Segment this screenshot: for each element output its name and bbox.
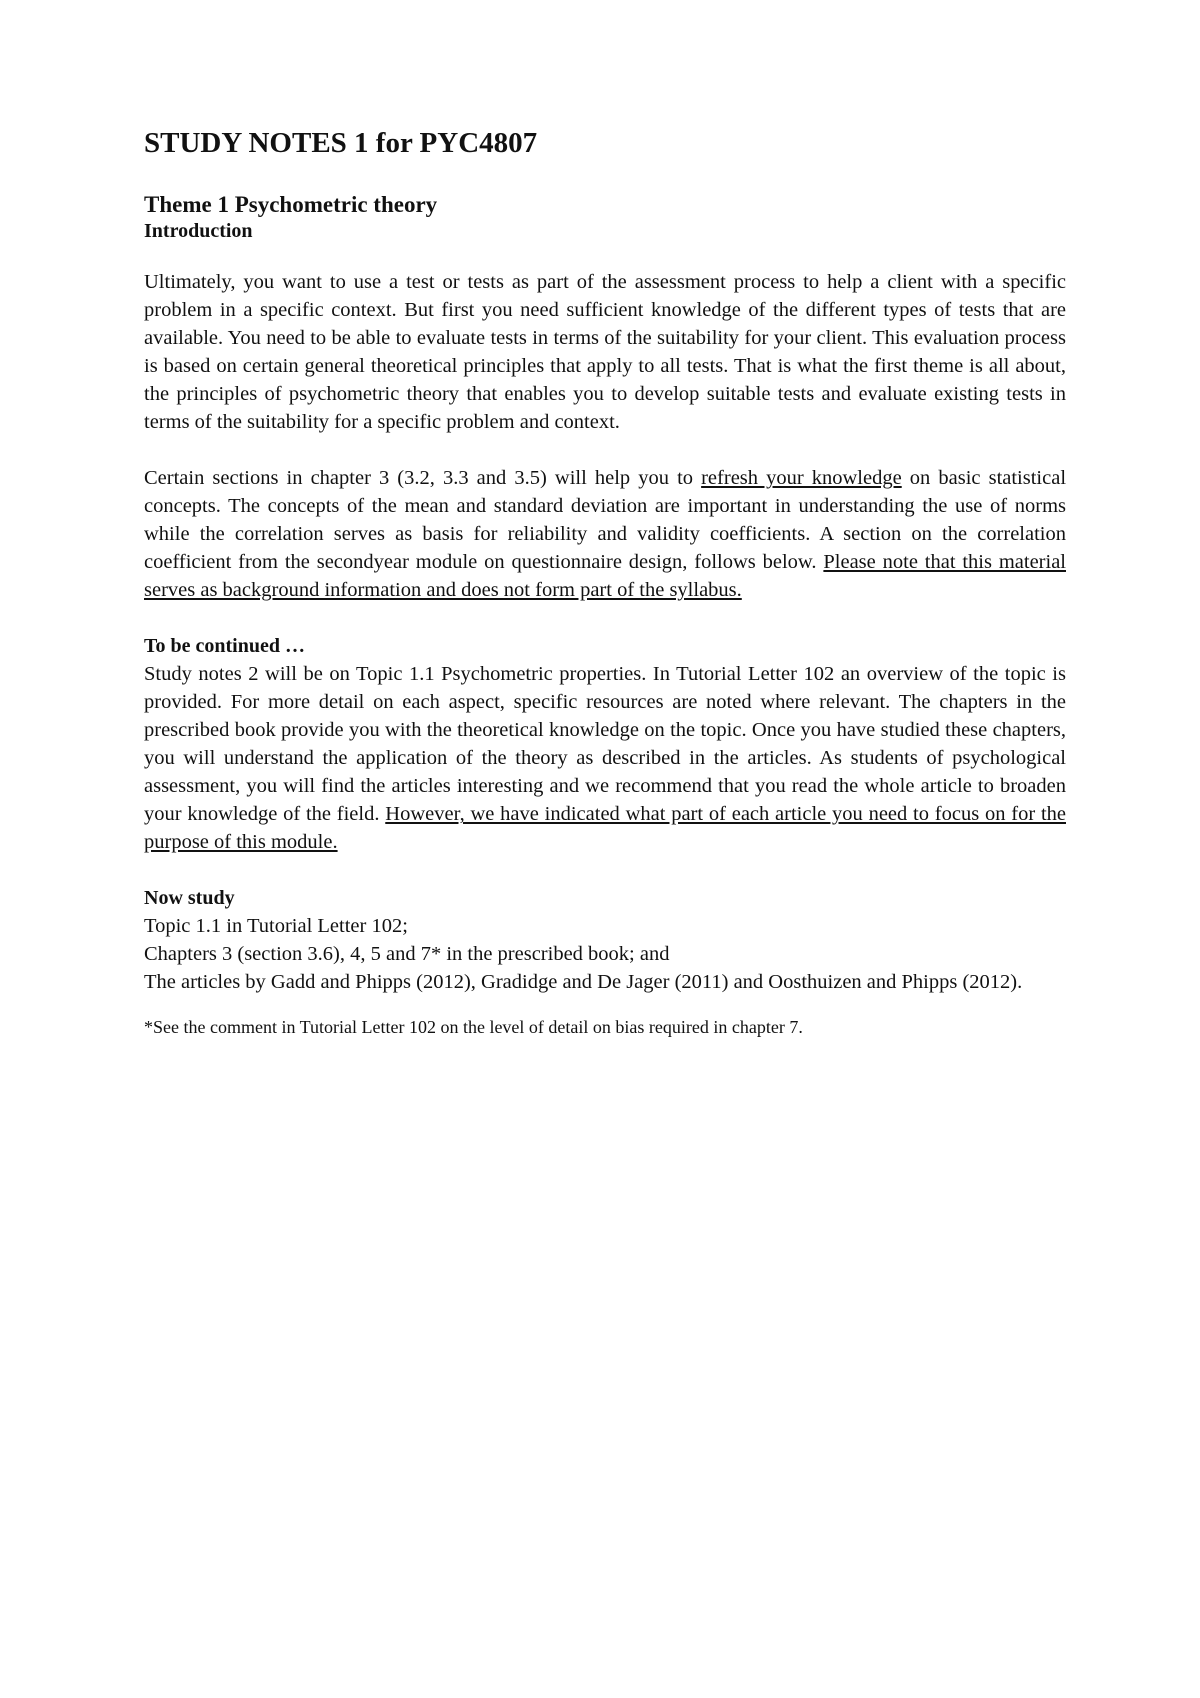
continued-text: Study notes 2 will be on Topic 1.1 Psychometric properties. In Tutorial Letter 102 an overview of the topic is provided. For more detail on each aspect, specific resources are noted where relevant. The chapters in the prescribed book provide you with the theoretical knowledge on the topic. Once you have studied these chapters, you will understand the application of the theory as described in the articles. As students of psychological assessment, you will find the articles interesting and we recommend that you read the whole article to broaden your knowledge of the field. [144,663,1066,826]
statistics-sections-paragraph [144,464,1066,604]
document-title: STUDY NOTES 1 for PYC4807 [144,127,538,159]
now-study-heading: Now study [144,887,235,910]
now-study-block [144,884,1066,996]
study-item: The articles by Gadd and Phipps (2012), Gradidge and De Jager (2011) and Oosthuizen and Phipps (2012). [144,971,1023,994]
focus-note-underline: However, we have indicated what part of each article you need to focus on for the purpose of this module. [144,803,1066,854]
document-page [144,126,1066,1040]
footnote: *See the comment in Tutorial Letter 102 on the level of detail on bias required in chapter 7. [144,1017,803,1038]
statistics-text-2: on basic statistical concepts. The concepts of the mean and standard deviation are important in understanding the use of norms while the correlation serves as basis for reliability and validity coefficients. A section on the correlation coefficient from the secondyear module on questionnaire design, follows below. [144,467,1067,574]
introduction-paragraph: Ultimately, you want to use a test or tests as part of the assessment process to help a client with a specific problem in a specific context. But first you need sufficient knowledge of the different types of tests that are available. You need to be able to evaluate tests in terms of the suitability for your client. This evaluation process is based on certain general theoretical principles that apply to all tests. That is what the first theme is all about, the principles of psychometric theory that enables you to develop suitable tests and evaluate existing tests in terms of the suitability for a specific problem and context. [144,271,1066,434]
study-item: Chapters 3 (section 3.6), 4, 5 and 7* in the prescribed book; and [144,943,670,966]
syllabus-note-underline: Please note that this material serves as background information and does not form part of the syllabus. [144,551,1066,602]
study-notes-2-paragraph [144,660,1066,856]
study-item: Topic 1.1 in Tutorial Letter 102; [144,915,408,938]
introduction-heading: Introduction [144,220,253,243]
statistics-text-1: Certain sections in chapter 3 (3.2, 3.3 and 3.5) will help you to [144,467,702,490]
theme-heading: Theme 1 Psychometric theory [144,191,438,217]
refresh-knowledge-underline: refresh your knowledge [701,467,902,490]
to-be-continued-heading: To be continued … [144,635,305,658]
